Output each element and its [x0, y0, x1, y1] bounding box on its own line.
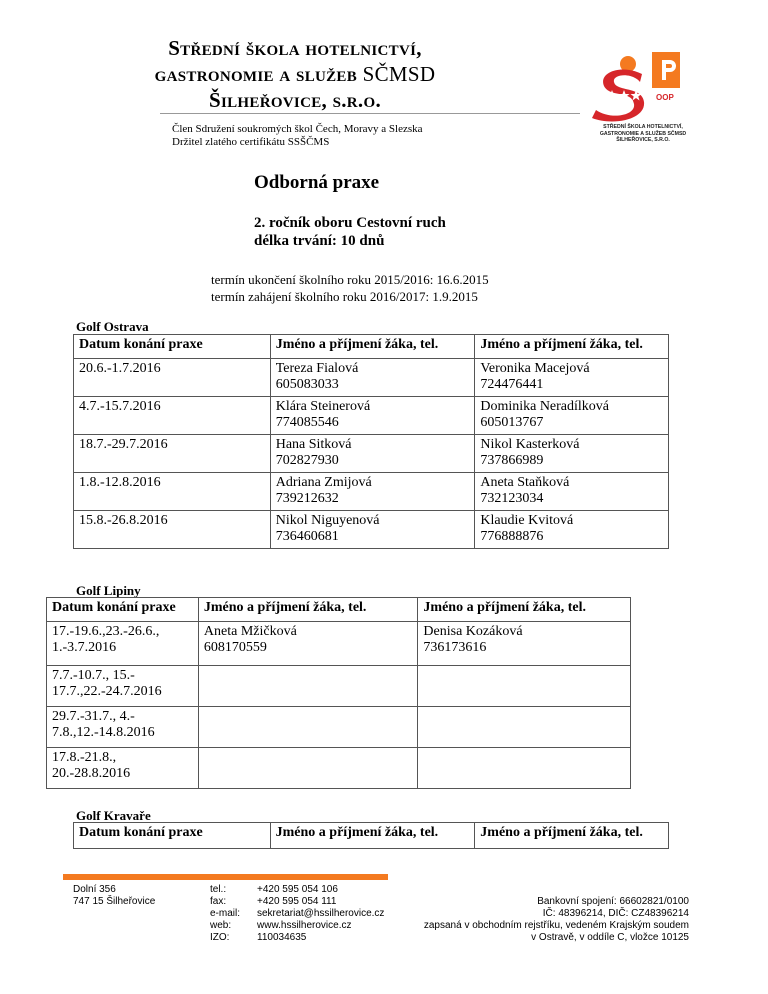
table-kravare: [73, 822, 669, 849]
student-name: Aneta Mžičková: [203, 624, 297, 639]
student-phone: 774085546: [275, 415, 339, 430]
header-cell: Jméno a příjmení žáka, tel.: [198, 598, 418, 622]
student-phone: 736460681: [275, 529, 339, 544]
student-cell: [270, 473, 475, 511]
bank-line: v Ostravě, v oddíle C, vložce 10125: [531, 932, 689, 943]
date-line: 7.8.,12.-14.8.2016: [52, 725, 155, 740]
table-row: [47, 748, 631, 789]
school-name-line2-a: gastronomie a služeb: [154, 62, 358, 86]
student-phone: 736173616: [423, 640, 487, 655]
header-cell: Jméno a příjmení žáka, tel.: [418, 598, 631, 622]
header-cell: Datum konání praxe: [47, 598, 199, 622]
address-line: Dolní 356: [73, 884, 116, 895]
student-name: Veronika Macejová: [480, 361, 590, 376]
student-phone: 739212632: [275, 491, 339, 506]
student-cell: [475, 359, 669, 397]
student-name: Adriana Zmijová: [275, 475, 372, 490]
bank-line: Bankovní spojení: 66602821/0100: [537, 896, 689, 907]
header-cell: Jméno a příjmení žáka, tel.: [270, 823, 475, 849]
student-name: Klaudie Kvitová: [480, 513, 574, 528]
section-label-ostrava: Golf Ostrava: [76, 319, 149, 334]
certificate-line: Držitel zlatého certifikátu SSŠČMS: [172, 136, 330, 148]
email-link[interactable]: sekretariat@hssilherovice.cz: [257, 908, 385, 919]
term-start: termín zahájení školního roku 2016/2017: 1.9.2015: [211, 289, 478, 304]
student-name: Nikol Kasterková: [480, 437, 580, 452]
student-cell: [475, 473, 669, 511]
table-row: [74, 359, 669, 397]
student-cell: [475, 511, 669, 549]
contact-label: web:: [210, 920, 232, 931]
izo-value: 110034635: [257, 932, 307, 943]
contact-label: e-mail:: [210, 908, 241, 919]
student-cell: [270, 359, 475, 397]
bank-line: zapsaná v obchodním rejstříku, vedeném Krajským soudem: [423, 920, 689, 931]
student-phone: 737866989: [480, 453, 544, 468]
logo-caption: [575, 124, 711, 144]
table-row: [74, 397, 669, 435]
page-title: Odborná praxe: [254, 172, 380, 193]
date-cell: [47, 748, 199, 789]
date-line: 1.-3.7.2016: [52, 640, 117, 655]
table-header-row: [74, 823, 669, 849]
date-line: 17.8.-21.8.,: [52, 750, 117, 765]
date-cell: 15.8.-26.8.2016: [74, 511, 271, 549]
student-cell: [198, 748, 418, 789]
date-line: 29.7.-31.7., 4.-: [52, 709, 135, 724]
section-label-lipiny: Golf Lipiny: [76, 583, 141, 598]
student-phone: 776888876: [480, 529, 544, 544]
bank-line: IČ: 48396214, DIČ: CZ48396214: [542, 908, 689, 919]
logo-letters: OOP: [656, 93, 674, 102]
table-lipiny: [46, 597, 631, 789]
student-cell: [418, 707, 631, 748]
phone-value: +420 595 054 106: [257, 884, 338, 895]
student-phone: 605083033: [275, 377, 339, 392]
date-line: 20.-28.8.2016: [52, 766, 131, 781]
student-name: Dominika Neradílková: [480, 399, 610, 414]
footer-bank-info: [424, 896, 689, 944]
contact-label: fax:: [210, 896, 227, 907]
table-row: [47, 707, 631, 748]
student-cell: [198, 707, 418, 748]
student-cell: [475, 435, 669, 473]
student-cell: [418, 748, 631, 789]
student-name: Nikol Niguyenová: [275, 513, 380, 528]
footer-address: [73, 884, 155, 908]
student-cell: [418, 666, 631, 707]
student-cell: [418, 622, 631, 666]
table-row: [74, 511, 669, 549]
school-name-line1: Střední škola hotelnictví,: [168, 36, 422, 60]
student-cell: [198, 666, 418, 707]
school-name-line3: Šilheřovice, s.r.o.: [209, 88, 381, 112]
date-cell: [47, 622, 199, 666]
logo-caption-line: ŠILHEŘOVICE, S.R.O.: [616, 137, 670, 143]
student-cell: [270, 397, 475, 435]
date-cell: [47, 666, 199, 707]
student-phone: 608170559: [203, 640, 267, 655]
term-end: termín ukončení školního roku 2015/2016: 16.6.2015: [211, 272, 489, 287]
section-label-kravare: Golf Kravaře: [76, 808, 151, 823]
contact-label: IZO:: [210, 932, 230, 943]
table-row: [47, 666, 631, 707]
header-cell: Datum konání praxe: [74, 823, 271, 849]
table-row: [74, 435, 669, 473]
date-cell: 20.6.-1.7.2016: [74, 359, 271, 397]
student-name: Hana Sitková: [275, 437, 352, 452]
header-cell: Jméno a příjmení žáka, tel.: [475, 823, 669, 849]
header-divider: [160, 113, 580, 114]
membership-line: Člen Sdružení soukromých škol Čech, Moravy a Slezska: [172, 123, 423, 135]
student-cell: [270, 435, 475, 473]
footer-contact-labels: [210, 884, 240, 944]
student-name: Tereza Fialová: [275, 361, 359, 376]
table-row: [47, 622, 631, 666]
table-header-row: [74, 335, 669, 359]
student-name: Denisa Kozáková: [423, 624, 523, 639]
date-line: 7.7.-10.7., 15.-: [52, 668, 135, 683]
address-line: 747 15 Šilheřovice: [73, 896, 156, 907]
date-line: 17.7.,22.-24.7.2016: [52, 684, 162, 699]
footer-contact-values: [257, 884, 384, 944]
contact-label: tel.:: [210, 884, 227, 895]
student-name: Klára Steinerová: [275, 399, 371, 414]
school-logo-icon: [582, 50, 700, 122]
header-cell: Datum konání praxe: [74, 335, 271, 359]
subtitle-year-field: 2. ročník oboru Cestovní ruch: [254, 215, 446, 231]
school-name-line2: [0, 62, 590, 87]
date-cell: [47, 707, 199, 748]
date-cell: 18.7.-29.7.2016: [74, 435, 271, 473]
footer-accent-bar: [63, 874, 388, 880]
student-phone: 605013767: [480, 415, 544, 430]
header-cell: Jméno a příjmení žáka, tel.: [475, 335, 669, 359]
header-cell: Jméno a příjmení žáka, tel.: [270, 335, 475, 359]
date-line: 17.-19.6.,23.-26.6.,: [52, 624, 160, 639]
table-ostrava: [73, 334, 669, 549]
student-cell: [198, 622, 418, 666]
fax-value: +420 595 054 111: [257, 896, 337, 907]
table-header-row: [47, 598, 631, 622]
school-name-line2-b: SČMSD: [362, 62, 436, 86]
student-cell: [475, 397, 669, 435]
table-row: [74, 473, 669, 511]
student-name: Aneta Staňková: [480, 475, 570, 490]
student-cell: [270, 511, 475, 549]
logo-caption-line: STŘEDNÍ ŠKOLA HOTELNICTVÍ,: [603, 124, 683, 130]
date-cell: 4.7.-15.7.2016: [74, 397, 271, 435]
web-link[interactable]: www.hssilherovice.cz: [257, 920, 352, 931]
student-phone: 732123034: [480, 491, 544, 506]
student-phone: 724476441: [480, 377, 544, 392]
subtitle-duration: délka trvání: 10 dnů: [254, 233, 385, 249]
date-cell: 1.8.-12.8.2016: [74, 473, 271, 511]
student-phone: 702827930: [275, 453, 339, 468]
logo-caption-line: GASTRONOMIE A SLUŽEB SČMSD: [599, 130, 687, 137]
